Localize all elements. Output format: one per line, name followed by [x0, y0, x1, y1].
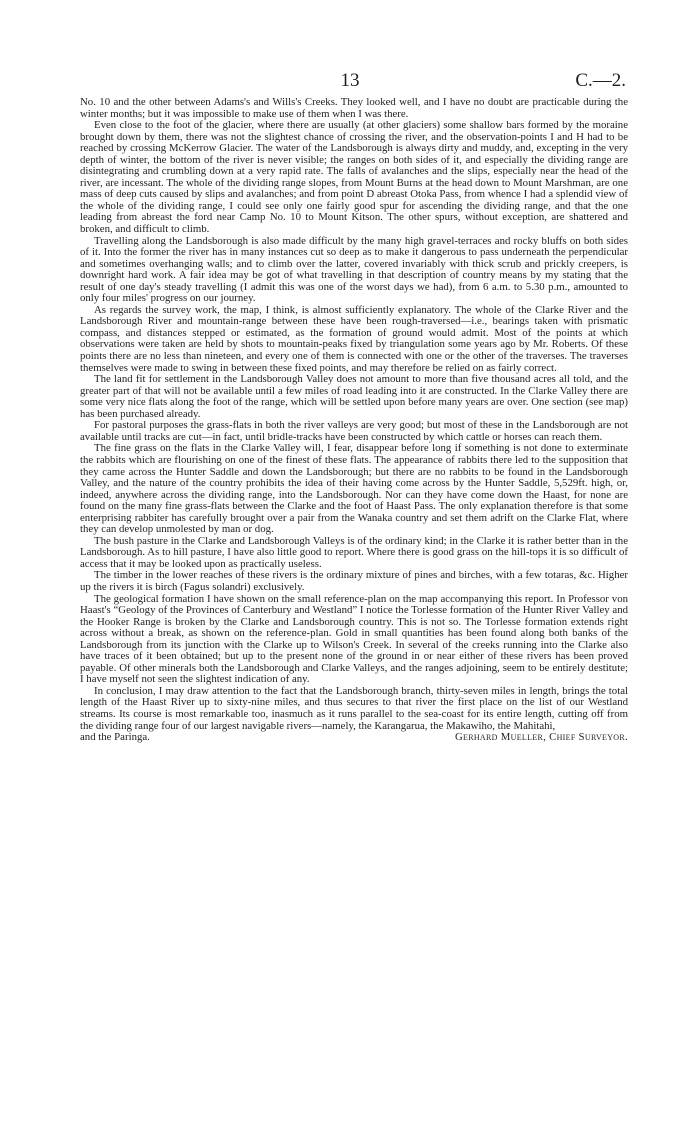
paragraph-3: Travelling along the Landsborough is also made difficult by the many high gravel-terraces and rocky bluffs on both sides of it. Into the former the river has in many instances cut so deep as to make it dangerous to pass underneath the perpendicular and sometimes overhanging walls; and to climb over the latter, covered invariably with thick scrub and prickly creepers, is downright hard work. A fair idea may be got of what travelling in that description of country means by my stating that the result of one day's steady travelling (I admit this was one of the worst days we had), from 6 a.m. to 5.30 p.m., amounted to only four miles' progress on our journey.	[80, 234, 628, 305]
paragraph-11: In conclusion, I may draw attention to the fact that the Landsborough branch, thirty-seven miles in length, brings the total length of the Haast River up to sixty-nine miles, and thus secures to that river the first place on the list of our Westland streams. Its course is most remarkable too, inasmuch as it runs parallel to the sea-coast for its entire length, cutting off from the dividing range four of our largest navigable rivers—namely, the Karangarua, the Makawiho, the Mahitahi,	[80, 684, 628, 732]
paragraph-4: As regards the survey work, the map, I think, is almost sufficiently explanatory. The whole of the Clarke River and the Landsborough River and mountain-range between these have been rough-traversed—i.e., bearings taken with prismatic compass, and distances stepped or estimated, as the formation of ground would admit. Most of the points at which observations were taken are held by shots to mountain-peaks fixed by triangulation some years ago by Mr. Roberts. Of these points there are no less than nineteen, and every one of them is connected with one or the other of the traverses. The traverses themselves were made to swing in between these fixed points, and may therefore be relied on as fairly correct.	[80, 303, 628, 374]
closing-line	[80, 732, 628, 744]
paragraph-8: The bush pasture in the Clarke and Landsborough Valleys is of the ordinary kind; in the Clarke it is rather better than in the Landsborough. As to hill pasture, I have also little good to report. Where there is good grass on the hill-tops it is so difficult of access that it may be looked upon as practically useless.	[80, 534, 628, 570]
document-reference: C.—2.	[575, 70, 626, 91]
paragraph-10: The geological formation I have shown on the small reference-plan on the map accompanying this report. In Professor von Haast's “Geology of the Provinces of Canterbury and Westland” I notice the Torlesse formation of the Hunter River Valley and the Hooker Range is broken by the Clarke and Landsborough country. This is not so. The Torlesse formation extends right across without a break, as shown on the reference-plan. Gold in small quantities has been found along both banks of the Landsborough from its junction with the Clarke up to Wilson's Creek. In several of the creeks running into the Clarke also have traces of it been obtained; but up to the present none of the ground in or near either of these rivers has been proved payable. Of other minerals both the Landsborough and Clarke Valleys, and the ranges adjoining, seem to be entirely destitute; I have myself not seen the slightest indication of any.	[80, 592, 628, 686]
paragraph-6: For pastoral purposes the grass-flats in both the river valleys are very good; but most of these in the Landsborough are not available until tracks are cut—in fact, until bridle-tracks have been constructed by which cattle or horses can reach them.	[80, 419, 628, 443]
paragraph-9: The timber in the lower reaches of these rivers is the ordinary mixture of pines and birches, with a few totaras, &c. Higher up the rivers it is birch (Fagus solandri) exclusively.	[80, 569, 628, 593]
paragraph-2: Even close to the foot of the glacier, where there are usually (at other glaciers) some shallow bars formed by the moraine brought down by them, there was not the slightest chance of crossing the river, and the observation-points I and H had to be reached by crossing McKerrow Glacier. The water of the Landsborough is always dirty and muddy, and, excepting in the very depth of winter, the bottom of the river is never visible; the ranges on both sides of it, and especially the dividing range are disintegrating and crumbling down at a very rapid rate. The falls of avalanches and the slips, especially near the head of the river, are incessant. The whole of the dividing range slopes, from Mount Burns at the head down to Mount Marshman, are one mass of deep cuts caused by slips and avalanches; and from point D abreast Otoka Pass, from whence I had a splendid view of the whole of the dividing range, I could see only one fairly good spur for ascending the dividing range, and that the one leading from abreast the ford near Camp No. 10 to Mount Kitson. The other spurs, without exception, are shattered and broken, and difficult to climb.	[80, 119, 628, 236]
paragraph-7: The fine grass on the flats in the Clarke Valley will, I fear, disappear before long if something is not done to exterminate the rabbits which are flourishing on one of the finest of these flats. The appearance of rabbits there led to the supposition that they came across the Hunter Saddle and down the Landsborough; but there are no rabbits to be found in the Landsborough Valley, and the nature of the country prohibits the idea of their having come across by the Hunter Saddle, 5,529ft. high, or, indeed, anywhere across the dividing range, into the Landsborough. Nor can they have come down the Haast, for none are found on the many fine grass-flats between the Clarke and the foot of Haast Pass. The only explanation therefore is that some enterprising rabbiter has carefully brought over a pair from the Wanaka country and set them adrift on the Clarke Flat, where they can develop unmolested by man or dog.	[80, 442, 628, 536]
page-number: 13	[340, 70, 360, 91]
report-body	[80, 97, 628, 744]
paragraph-5: The land fit for settlement in the Landsborough Valley does not amount to more than five thousand acres all told, and the greater part of that will not be available until a few miles of road leading into it are constructed. In the Clarke Valley there are some very nice flats along the foot of the range, which will be settled upon before many years are over. One section (see map) has been purchased already.	[80, 373, 628, 420]
closing-text: and the Paringa.	[80, 731, 150, 744]
signature: Gerhard Mueller, Chief Surveyor.	[454, 731, 628, 744]
paragraph-1: No. 10 and the other between Adams's and Wills's Creeks. They looked well, and I have no doubt are practicable during the winter months; but it was impossible to make use of them when I was there.	[80, 96, 628, 120]
